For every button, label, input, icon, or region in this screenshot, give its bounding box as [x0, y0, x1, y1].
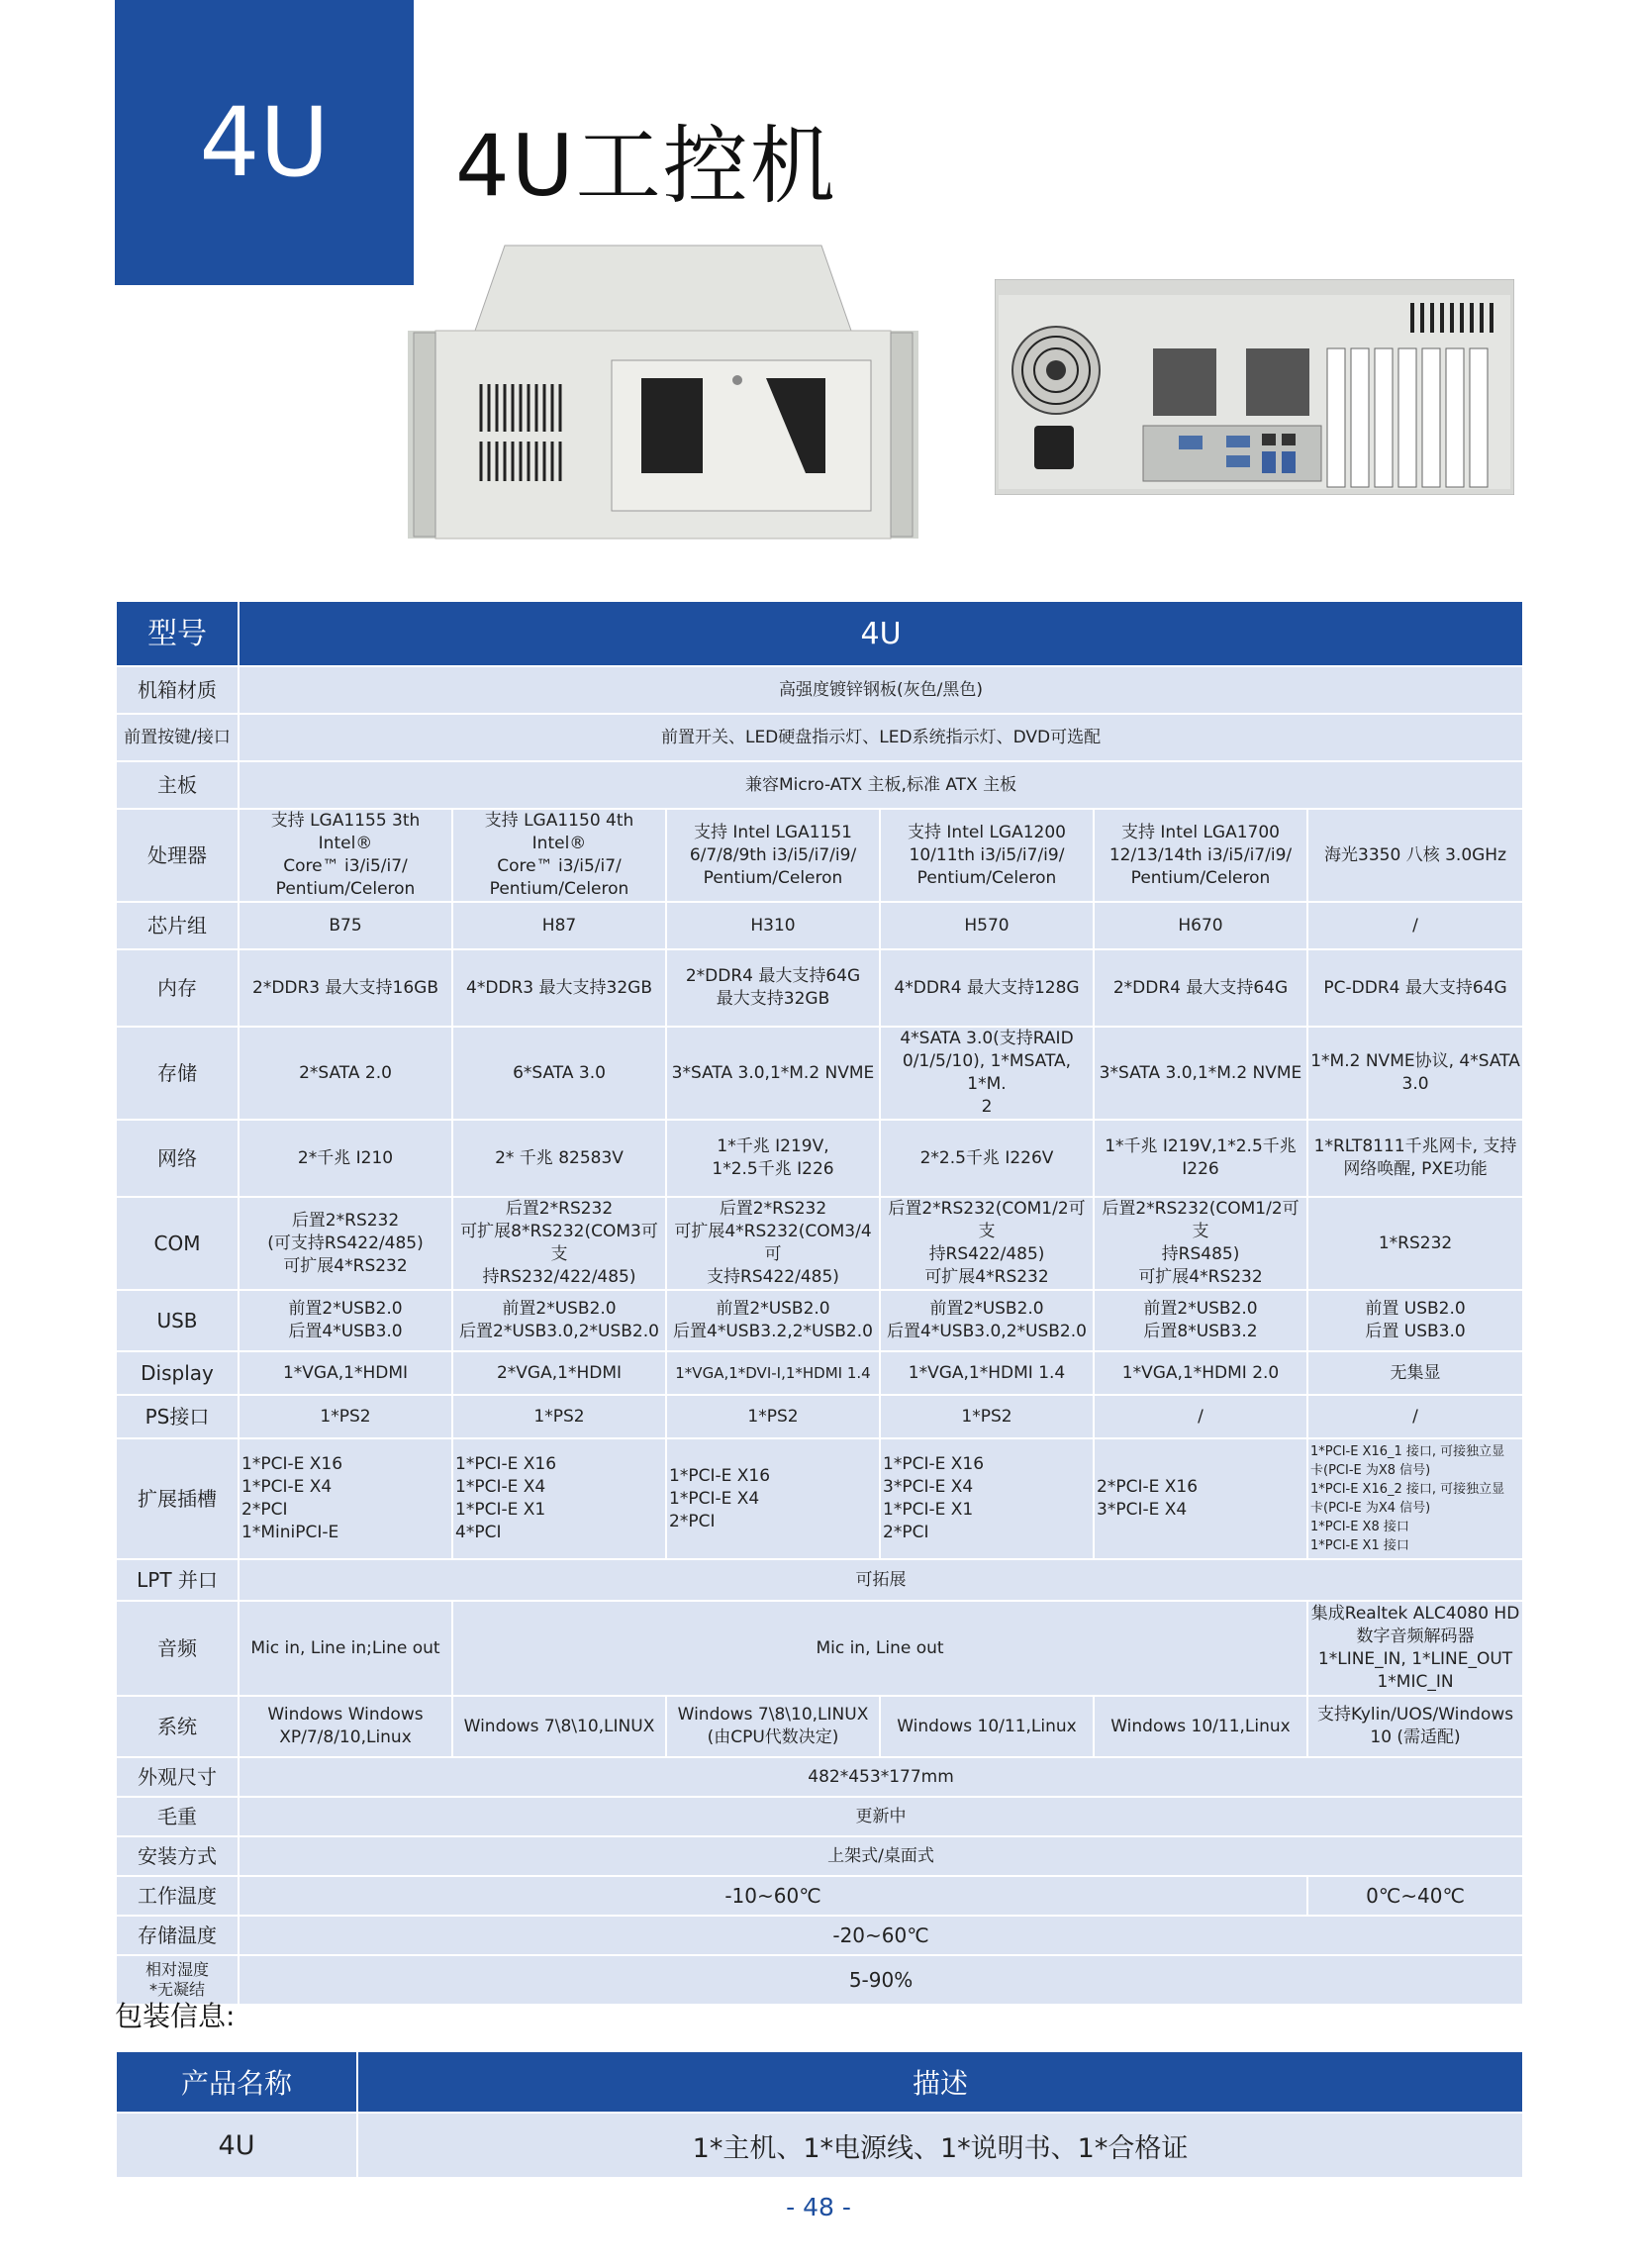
cell-line: 可扩展4*RS232(COM3/4可 [674, 1222, 872, 1264]
chipset-cell: H310 [666, 902, 880, 949]
audio-cell [1307, 1601, 1523, 1696]
cell-line: 后置2*RS232 [719, 1199, 827, 1219]
chipset-cell: / [1307, 902, 1523, 949]
spec-header-row [116, 601, 1523, 666]
cell-line: 卡(PCI-E 为X4 信号) [1310, 1501, 1431, 1516]
ps2-cell: / [1094, 1395, 1307, 1438]
memory-cell [239, 949, 452, 1027]
chassis-label: 机箱材质 [116, 666, 239, 714]
com-cell [1094, 1197, 1307, 1290]
cell-line: 1*2.5千兆 I226 [712, 1159, 834, 1179]
row-storage-temp [116, 1916, 1523, 1955]
memory-cell [1307, 949, 1523, 1027]
packing-description: 1*主机、1*电源线、1*说明书、1*合格证 [357, 2113, 1523, 2178]
cell-line: Windows 10/11,Linux [897, 1716, 1077, 1736]
row-expansion [116, 1438, 1523, 1559]
cpu-cell [239, 809, 452, 902]
network-label: 网络 [116, 1120, 239, 1197]
weight-label: 毛重 [116, 1797, 239, 1836]
cell-line: 数字音频解码器 [1356, 1627, 1475, 1646]
cell-line: 支持 Intel LGA1700 [1121, 822, 1280, 842]
com-cell [666, 1197, 880, 1290]
cell-line: XP/7/8/10,Linux [279, 1727, 412, 1747]
cell-line: 2*DDR4 最大支持64G [1112, 977, 1289, 998]
storage-cell [1094, 1027, 1307, 1120]
cell-line: 持RS422/485) [928, 1244, 1045, 1264]
cell-line: 2*PCI [241, 1500, 288, 1520]
memory-cell [666, 949, 880, 1027]
cell-line: Windows 7\8\10,LINUX [463, 1716, 655, 1736]
display-cell: 1*VGA,1*HDMI [239, 1351, 452, 1395]
expansion-cell [1094, 1438, 1307, 1559]
usb-cell [666, 1290, 880, 1351]
display-cell: 1*VGA,1*HDMI 1.4 [880, 1351, 1094, 1395]
cell-line: 后置2*RS232 [505, 1199, 614, 1219]
row-chassis [116, 666, 1523, 714]
packing-header-row [116, 2051, 1523, 2113]
dimensions-value: 482*453*177mm [239, 1757, 1523, 1797]
cell-line: 支持Kylin/UOS/Windows [1316, 1705, 1514, 1725]
os-cell [880, 1696, 1094, 1757]
op-temp-label: 工作温度 [116, 1876, 239, 1916]
cell-line: 前置 USB2.0 [1365, 1299, 1466, 1319]
cell-line: 6*SATA 3.0 [513, 1062, 606, 1083]
cell-line: 4*DDR4 最大支持128G [894, 977, 1080, 998]
cell-line: 4*SATA 3.0(支持RAID [900, 1029, 1074, 1048]
chipset-cell: H570 [880, 902, 1094, 949]
cell-line: 1*MiniPCI-E [241, 1523, 339, 1542]
model-value: 4U [239, 601, 1523, 666]
storage-cell [452, 1027, 666, 1120]
row-display [116, 1351, 1523, 1395]
cell-line: 持RS232/422/485) [482, 1267, 636, 1287]
cell-line: 1*千兆 I219V,1*2.5千兆 [1105, 1136, 1297, 1156]
cell-line: 3*PCI-E X4 [883, 1477, 974, 1497]
usb-label: USB [116, 1290, 239, 1351]
cell-line: 1*PCI-E X4 [455, 1477, 546, 1497]
cell-line: 1*千兆 I219V, [717, 1136, 829, 1156]
packing-table [115, 2050, 1524, 2179]
cell-line: 支持 LGA1150 4th Intel® [484, 811, 634, 853]
cell-line: 支持RS422/485) [707, 1267, 839, 1287]
row-storage [116, 1027, 1523, 1120]
cell-line: 1*PCI-E X16_2 接口, 可接独立显 [1310, 1482, 1505, 1497]
display-cell: 无集显 [1307, 1351, 1523, 1395]
cell-line: 0/1/5/10), 1*MSATA, 1*M. [902, 1051, 1072, 1094]
row-com [116, 1197, 1523, 1290]
expansion-cell [880, 1438, 1094, 1559]
cell-line: 可扩展4*RS232 [924, 1267, 1049, 1287]
os-label: 系统 [116, 1696, 239, 1757]
cpu-cell [1307, 809, 1523, 902]
cell-line: 可扩展8*RS232(COM3可支 [460, 1222, 658, 1264]
cell-line: (可支持RS422/485) [267, 1233, 424, 1253]
packing-title: 包装信息: [115, 2000, 236, 2032]
mounting-label: 安装方式 [116, 1836, 239, 1876]
cell-line: 10/11th i3/i5/i7/i9/ [909, 844, 1065, 865]
cell-line: 2*DDR4 最大支持64G [685, 966, 861, 986]
network-cell [1094, 1120, 1307, 1197]
os-cell [1094, 1696, 1307, 1757]
cell-line: 前置2*USB2.0 [288, 1299, 403, 1319]
cell-line: 2* 千兆 82583V [495, 1147, 624, 1168]
model-badge: 4U [115, 0, 414, 285]
cell-line: Windows 10/11,Linux [1110, 1716, 1291, 1736]
memory-cell [1094, 949, 1307, 1027]
row-ps2 [116, 1395, 1523, 1438]
cell-line: 6/7/8/9th i3/i5/i7/i9/ [689, 844, 857, 865]
chipset-cell: H87 [452, 902, 666, 949]
os-cell [666, 1696, 880, 1757]
humidity-value: 5-90% [239, 1955, 1523, 2005]
usb-cell [239, 1290, 452, 1351]
mainboard-value: 兼容Micro-ATX 主板,标准 ATX 主板 [239, 761, 1523, 809]
expansion-cell [1307, 1438, 1523, 1559]
row-memory [116, 949, 1523, 1027]
cell-line: Pentium/Celeron [275, 879, 416, 899]
row-operating-temp [116, 1876, 1523, 1916]
cpu-cell [452, 809, 666, 902]
display-cell: 1*VGA,1*DVI-I,1*HDMI 1.4 [666, 1351, 880, 1395]
storage-cell [880, 1027, 1094, 1120]
ps2-cell: 1*PS2 [666, 1395, 880, 1438]
cell-line: 后置2*RS232(COM1/2可支 [888, 1199, 1086, 1241]
front-panel-label: 前置按键/接口 [116, 714, 239, 761]
network-cell [1307, 1120, 1523, 1197]
cell-line: 后置2*RS232(COM1/2可支 [1102, 1199, 1300, 1241]
spec-table [115, 600, 1524, 2006]
packing-header-desc: 描述 [357, 2051, 1523, 2113]
cell-line: 1*PCI-E X16 [883, 1454, 985, 1474]
op-temp-value-alt: 0℃~40℃ [1307, 1876, 1523, 1916]
ps2-cell: 1*PS2 [452, 1395, 666, 1438]
memory-cell [452, 949, 666, 1027]
packing-product: 4U [116, 2113, 357, 2178]
chipset-label: 芯片组 [116, 902, 239, 949]
cell-line: 前置2*USB2.0 [502, 1299, 617, 1319]
cell-line: 1*PCI-E X8 接口 [1310, 1520, 1409, 1534]
cell-line: 集成Realtek ALC4080 HD [1310, 1604, 1520, 1624]
cell-line: PC-DDR4 最大支持64G [1323, 977, 1507, 998]
storage-cell [1307, 1027, 1523, 1120]
row-chipset [116, 902, 1523, 949]
os-cell [1307, 1696, 1523, 1757]
expansion-cell [452, 1438, 666, 1559]
cell-line: 支持 Intel LGA1200 [908, 822, 1066, 842]
cell-line: Pentium/Celeron [916, 867, 1057, 888]
cell-line: 后置4*USB3.0,2*USB2.0 [887, 1322, 1087, 1341]
cell-line: 后置4*USB3.0 [288, 1322, 403, 1341]
cell-line: 4*PCI [455, 1523, 502, 1542]
cell-line: 2*PCI-E X16 [1097, 1477, 1199, 1497]
cell-line: 后置4*USB3.2,2*USB2.0 [673, 1322, 873, 1341]
cell-line: Mic in, Line out [816, 1637, 944, 1658]
cell-line: 后置8*USB3.2 [1143, 1322, 1258, 1341]
cell-line: Windows Windows [267, 1705, 424, 1725]
cell-line: I226 [1182, 1159, 1219, 1179]
cell-line: 3*SATA 3.0,1*M.2 NVME [1099, 1062, 1302, 1083]
dimensions-label: 外观尺寸 [116, 1757, 239, 1797]
weight-value: 更新中 [239, 1797, 1523, 1836]
mainboard-label: 主板 [116, 761, 239, 809]
os-cell [452, 1696, 666, 1757]
mounting-value: 上架式/桌面式 [239, 1836, 1523, 1876]
cell-line: 3*PCI-E X4 [1097, 1500, 1188, 1520]
row-network [116, 1120, 1523, 1197]
cell-line: 1*MIC_IN [1377, 1672, 1454, 1692]
cell-line: Pentium/Celeron [489, 879, 629, 899]
row-weight [116, 1797, 1523, 1836]
model-label: 型号 [116, 601, 239, 666]
packing-row [116, 2113, 1523, 2178]
cell-line: Pentium/Celeron [703, 867, 843, 888]
front-panel-value: 前置开关、LED硬盘指示灯、LED系统指示灯、DVD可选配 [239, 714, 1523, 761]
cpu-cell [880, 809, 1094, 902]
ps2-cell: 1*PS2 [880, 1395, 1094, 1438]
cell-line: Windows 7\8\10,LINUX [677, 1705, 869, 1725]
storage-cell [666, 1027, 880, 1120]
cell-line: 可扩展4*RS232 [283, 1255, 408, 1276]
audio-cell [452, 1601, 1307, 1696]
memory-cell [880, 949, 1094, 1027]
cell-line: 1*PCI-E X16 [455, 1454, 557, 1474]
cell-line: 1*M.2 NVME协议, 4*SATA [1310, 1051, 1520, 1071]
usb-cell [1307, 1290, 1523, 1351]
ps2-label: PS接口 [116, 1395, 239, 1438]
cell-line: 1*PCI-E X4 [241, 1477, 333, 1497]
network-cell [880, 1120, 1094, 1197]
packing-header-name: 产品名称 [116, 2051, 357, 2113]
cell-line: 前置2*USB2.0 [929, 1299, 1044, 1319]
row-front-panel [116, 714, 1523, 761]
row-usb [116, 1290, 1523, 1351]
com-label: COM [116, 1197, 239, 1290]
com-cell [880, 1197, 1094, 1290]
cell-line: Core™ i3/i5/i7/ [283, 856, 408, 876]
os-cell [239, 1696, 452, 1757]
cell-line: 2*SATA 2.0 [299, 1062, 392, 1083]
audio-cell [239, 1601, 452, 1696]
cell-line: 后置2*USB3.0,2*USB2.0 [459, 1322, 659, 1341]
cell-line: 2*PCI [669, 1511, 716, 1531]
com-cell [239, 1197, 452, 1290]
cell-line: 支持 LGA1155 3th Intel® [270, 811, 421, 853]
row-cpu [116, 809, 1523, 902]
page-title: 4U工控机 [455, 117, 837, 216]
cell-line: *无凝结 [148, 1980, 205, 1999]
op-temp-value: -10~60℃ [239, 1876, 1307, 1916]
cell-line: 最大支持32GB [716, 989, 830, 1009]
cell-line: 2*PCI [883, 1523, 929, 1542]
cell-line: 1*PCI-E X1 [883, 1500, 974, 1520]
cell-line: 1*PCI-E X4 [669, 1488, 760, 1509]
cell-line: 2*DDR3 最大支持16GB [252, 977, 438, 998]
cell-line: 12/13/14th i3/i5/i7/i9/ [1108, 844, 1293, 865]
display-cell: 2*VGA,1*HDMI [452, 1351, 666, 1395]
cell-line: 海光3350 八核 3.0GHz [1324, 844, 1507, 865]
storage-temp-value: -20~60℃ [239, 1916, 1523, 1955]
chassis-value: 高强度镀锌钢板(灰色/黑色) [239, 666, 1523, 714]
cell-line: 支持 Intel LGA1151 [694, 822, 852, 842]
cell-line: 相对湿度 [144, 1960, 209, 1979]
cell-line: Core™ i3/i5/i7/ [497, 856, 622, 876]
expansion-label: 扩展插槽 [116, 1438, 239, 1559]
cell-line: 2*2.5千兆 I226V [919, 1147, 1054, 1168]
page-number: - 48 - [786, 2193, 851, 2221]
usb-cell [452, 1290, 666, 1351]
display-label: Display [116, 1351, 239, 1395]
usb-cell [880, 1290, 1094, 1351]
cpu-label: 处理器 [116, 809, 239, 902]
network-cell [666, 1120, 880, 1197]
cell-line: (由CPU代数决定) [707, 1727, 839, 1747]
display-cell: 1*VGA,1*HDMI 2.0 [1094, 1351, 1307, 1395]
cell-line: 前置2*USB2.0 [716, 1299, 830, 1319]
cell-line: Mic in, Line in;Line out [250, 1637, 440, 1658]
lpt-label: LPT 并口 [116, 1559, 239, 1601]
cell-line: 1*PCI-E X16 [669, 1465, 771, 1486]
cell-line: 4*DDR3 最大支持32GB [466, 977, 652, 998]
cell-line: 1*RLT8111千兆网卡, 支持 [1313, 1136, 1517, 1156]
row-lpt [116, 1559, 1523, 1601]
cell-line: 前置2*USB2.0 [1143, 1299, 1258, 1319]
cell-line: 可扩展4*RS232 [1138, 1267, 1263, 1287]
rear-view-image [995, 279, 1514, 495]
chipset-cell: H670 [1094, 902, 1307, 949]
cell-line: 网络唤醒, PXE功能 [1343, 1159, 1488, 1179]
expansion-cell [666, 1438, 880, 1559]
cell-line: 3*SATA 3.0,1*M.2 NVME [671, 1062, 875, 1083]
cell-line: 1*LINE_IN, 1*LINE_OUT [1317, 1649, 1513, 1669]
row-mounting [116, 1836, 1523, 1876]
front-view-image [396, 234, 930, 541]
com-cell [452, 1197, 666, 1290]
row-mainboard [116, 761, 1523, 809]
com-cell [1307, 1197, 1523, 1290]
audio-label: 音频 [116, 1601, 239, 1696]
cell-line: 2*千兆 I210 [297, 1147, 394, 1168]
storage-temp-label: 存储温度 [116, 1916, 239, 1955]
cpu-cell [666, 809, 880, 902]
cell-line: 2 [981, 1097, 993, 1117]
cell-line: 持RS485) [1161, 1244, 1240, 1264]
cell-line: 3.0 [1401, 1074, 1429, 1094]
cell-line: 1*PCI-E X16 [241, 1454, 343, 1474]
cell-line: 后置 USB3.0 [1365, 1322, 1466, 1341]
storage-label: 存储 [116, 1027, 239, 1120]
network-cell [452, 1120, 666, 1197]
cell-line: 后置2*RS232 [291, 1210, 400, 1231]
cell-line: Pentium/Celeron [1130, 867, 1271, 888]
chipset-cell: B75 [239, 902, 452, 949]
cell-line: 1*PCI-E X16_1 接口, 可接独立显 [1310, 1444, 1505, 1459]
ps2-cell: 1*PS2 [239, 1395, 452, 1438]
storage-cell [239, 1027, 452, 1120]
cell-line: 10 (需适配) [1370, 1727, 1461, 1747]
row-os [116, 1696, 1523, 1757]
cell-line: 1*PCI-E X1 接口 [1310, 1538, 1409, 1553]
cpu-cell [1094, 809, 1307, 902]
memory-label: 内存 [116, 949, 239, 1027]
expansion-cell [239, 1438, 452, 1559]
cell-line: 卡(PCI-E 为X8 信号) [1310, 1463, 1431, 1478]
row-humidity [116, 1955, 1523, 2005]
cell-line: 1*PCI-E X1 [455, 1500, 546, 1520]
row-dimensions [116, 1757, 1523, 1797]
lpt-value: 可拓展 [239, 1559, 1523, 1601]
cell-line: 1*RS232 [1378, 1233, 1453, 1253]
row-audio [116, 1601, 1523, 1696]
ps2-cell: / [1307, 1395, 1523, 1438]
usb-cell [1094, 1290, 1307, 1351]
network-cell [239, 1120, 452, 1197]
